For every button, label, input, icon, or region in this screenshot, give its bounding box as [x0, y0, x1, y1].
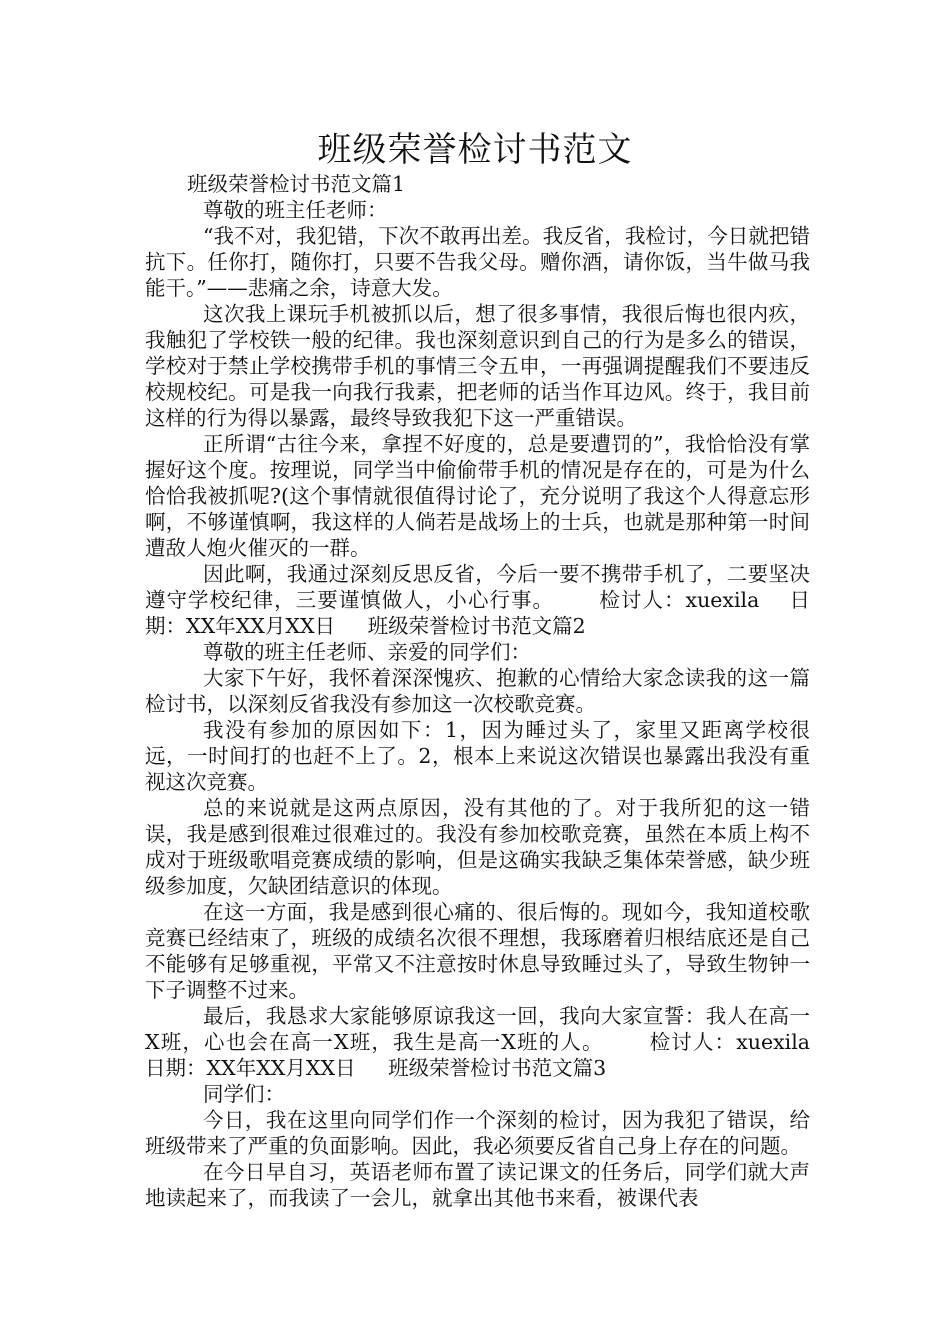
- section-heading-1: 班级荣誉检讨书范文篇1: [187, 172, 406, 196]
- document-title: 班级荣誉检讨书范文: [317, 130, 633, 170]
- signature-paragraph-2: 最后，我恳求大家能够原谅我这一回，我向大家宣誓：我人在高一X班，心也会在高一X班，我生是高一X班的人。 检讨人：xuexila 日期：XX年XX月XX日 班级荣誉检讨书范文篇3: [145, 1004, 837, 1080]
- body-paragraph: 大家下午好，我怀着深深愧疚、抱歉的心情给大家念读我的这一篇检讨书，以深刻反省我没有参加这一次校歌竞赛。: [145, 666, 810, 716]
- salutation-3: 同学们：: [203, 1082, 285, 1106]
- body-paragraph: “我不对，我犯错，下次不敢再出差。我反省，我检讨，今日就把错抗下。任你打，随你打，只要不告我父母。赠你酒，请你饭，当牛做马我能干。”——悲痛之余，诗意大发。: [145, 224, 810, 300]
- body-paragraph: 我没有参加的原因如下：1，因为睡过头了，家里又距离学校很远，一时间打的也赶不上了。2，根本上来说这次错误也暴露出我没有重视这次竞赛。: [145, 718, 810, 794]
- body-paragraph: 这次我上课玩手机被抓以后，想了很多事情，我很后悔也很内疚，我触犯了学校铁一般的纪律。我也深刻意识到自己的行为是多么的错误，学校对于禁止学校携带手机的事情三令五申，一再强调提醒我们不要违反校规校纪。可是我一向我行我素，把老师的话当作耳边风。终于，我目前这样的行为得以暴露，最终导致我犯下这一严重错误。: [145, 302, 810, 430]
- salutation-2: 尊敬的班主任老师、亲爱的同学们：: [203, 640, 531, 664]
- body-paragraph: 在这一方面，我是感到很心痛的、很后悔的。现如今，我知道校歌竞赛已经结束了，班级的成绩名次很不理想，我琢磨着归根结底还是自己不能够有足够重视，平常又不注意按时休息导致睡过头了，导致生物钟一下子调整不过来。: [145, 900, 810, 1002]
- body-paragraph: 在今日早自习，英语老师布置了读记课文的任务后，同学们就大声地读起来了，而我读了一会儿，就拿出其他书来看，被课代表: [145, 1160, 810, 1210]
- signature-paragraph-1: 因此啊，我通过深刻反思反省，今后一要不携带手机了，二要坚决遵守学校纪律，三要谨慎做人，小心行事。 检讨人：xuexila 日期：XX年XX月XX日 班级荣誉检讨书范文篇2: [145, 562, 810, 638]
- document-body: [145, 171, 837, 1211]
- body-paragraph: 总的来说就是这两点原因，没有其他的了。对于我所犯的这一错误，我是感到很难过很难过的。我没有参加校歌竞赛，虽然在本质上构不成对于班级歌唱竞赛成绩的影响，但是这确实我缺乏集体荣誉感，缺少班级参加度，欠缺团结意识的体现。: [145, 796, 810, 898]
- salutation-1: 尊敬的班主任老师：: [203, 198, 388, 222]
- body-paragraph: 正所谓“古往今来，拿捏不好度的，总是要遭罚的”，我恰恰没有掌握好这个度。按理说，同学当中偷偷带手机的情况是存在的，可是为什么恰恰我被抓呢?(这个事情就很值得讨论了，充分说明了我这个人得意忘形啊，不够谨慎啊，我这样的人倘若是战场上的士兵，也就是那种第一时间遭敌人炮火催灭的一群。: [145, 432, 810, 560]
- body-paragraph: 今日，我在这里向同学们作一个深刻的检讨，因为我犯了错误，给班级带来了严重的负面影响。因此，我必须要反省自己身上存在的问题。: [145, 1108, 810, 1158]
